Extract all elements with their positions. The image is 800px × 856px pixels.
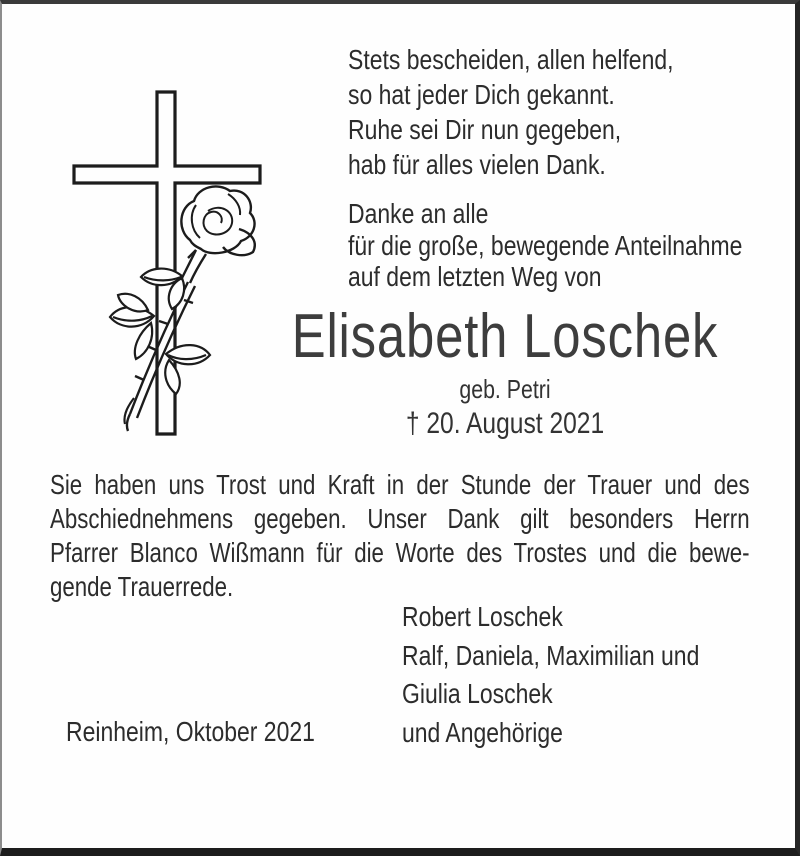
thanks-line: für die große, bewegende Anteilnahme xyxy=(348,229,743,261)
deceased-block xyxy=(259,304,751,442)
paragraph-line: Sie haben uns Trost und Kraft in der Stunde der Trauer und des xyxy=(50,469,750,500)
place-date: Reinheim, Oktober 2021 xyxy=(66,716,315,747)
poem-line: Stets bescheiden, allen helfend, xyxy=(348,44,674,75)
poem xyxy=(348,42,674,182)
mourner-line: Robert Loschek xyxy=(402,601,563,632)
paragraph-line: Pfarrer Blanco Wißmann für die Worte des Trostes und die bewe- xyxy=(50,537,750,568)
thanks-intro xyxy=(348,198,742,293)
acknowledgement-paragraph xyxy=(50,468,750,604)
deceased-name: Elisabeth Loschek xyxy=(291,302,719,371)
paragraph-line: gende Trauerrede. xyxy=(50,571,234,602)
poem-line: hab für alles vielen Dank. xyxy=(348,149,606,180)
mourners-list xyxy=(402,598,699,752)
thanks-line: auf dem letzten Weg von xyxy=(348,261,602,292)
mourner-line: und Angehörige xyxy=(402,716,563,748)
paragraph-line: Abschiednehmens gegeben. Unser Dank gilt besonders Herrn xyxy=(50,503,750,534)
poem-line: Ruhe sei Dir nun gegeben, xyxy=(348,114,622,145)
thanks-line: Danke an alle xyxy=(348,198,489,229)
maiden-name: geb. Petri xyxy=(459,374,551,404)
death-date: † 20. August 2021 xyxy=(405,407,605,440)
mourner-line: Giulia Loschek xyxy=(402,678,553,710)
mourner-line: Ralf, Daniela, Maximilian und xyxy=(402,639,700,671)
cross-rose-icon xyxy=(38,60,282,470)
poem-line: so hat jeder Dich gekannt. xyxy=(348,79,615,110)
